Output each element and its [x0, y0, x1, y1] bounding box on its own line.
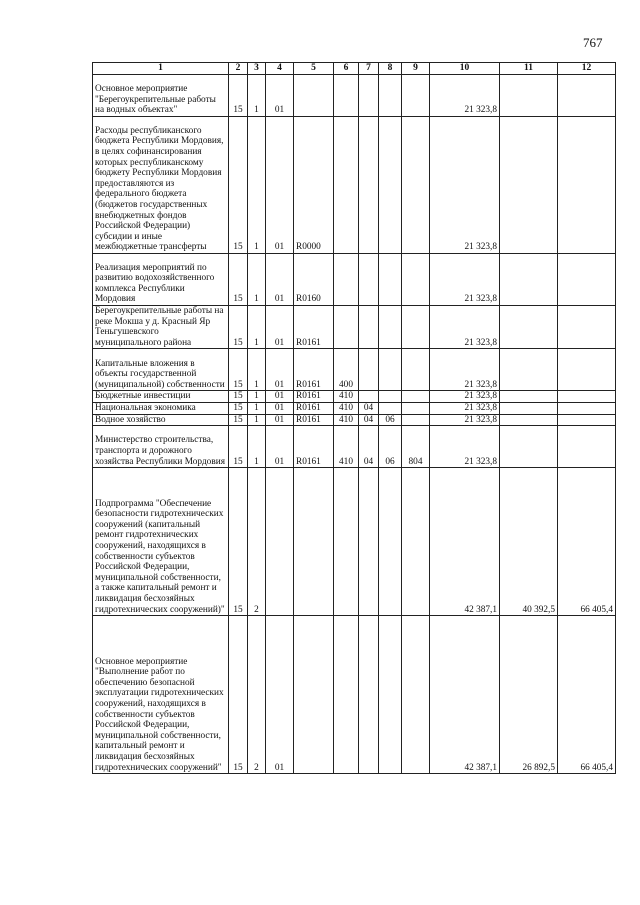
cell-col-3: 1 — [248, 402, 266, 414]
row-name-cell — [93, 616, 229, 774]
cell-col-3: 1 — [248, 414, 266, 426]
cell-col-11 — [500, 402, 558, 414]
cell-col-2: 15 — [229, 414, 248, 426]
cell-col-4: 01 — [266, 616, 294, 774]
cell-col-12 — [558, 117, 616, 254]
cell-col-6 — [334, 306, 359, 349]
cell-col-5 — [294, 75, 334, 117]
cell-col-6 — [334, 468, 359, 616]
cell-col-2: 15 — [229, 254, 248, 306]
cell-col-7 — [359, 616, 379, 774]
cell-col-4: 01 — [266, 391, 294, 403]
table-row — [93, 616, 616, 774]
row-name: Бюджетные инвестиции — [95, 391, 191, 402]
cell-col-9 — [402, 468, 430, 616]
cell-col-5: R0161 — [294, 426, 334, 468]
col-header: 3 — [248, 63, 266, 75]
row-name-cell — [93, 391, 229, 403]
table-row — [93, 468, 616, 616]
cell-col-2: 15 — [229, 306, 248, 349]
budget-table — [92, 62, 616, 774]
cell-col-2: 15 — [229, 117, 248, 254]
cell-col-11: 40 392,5 — [500, 468, 558, 616]
cell-col-10: 21 323,8 — [430, 402, 500, 414]
cell-col-3: 1 — [248, 306, 266, 349]
cell-col-8 — [379, 402, 402, 414]
row-name-cell — [93, 349, 229, 391]
cell-col-12 — [558, 75, 616, 117]
cell-col-8: 06 — [379, 426, 402, 468]
cell-col-5: R0161 — [294, 402, 334, 414]
row-name: Основное мероприятие "Берегоукрепительные работы на водных объектах" — [95, 84, 216, 116]
cell-col-9 — [402, 391, 430, 403]
cell-col-10: 21 323,8 — [430, 391, 500, 403]
row-name-cell — [93, 468, 229, 616]
cell-col-3: 1 — [248, 349, 266, 391]
table-row — [93, 254, 616, 306]
table-row — [93, 426, 616, 468]
cell-col-4: 01 — [266, 414, 294, 426]
cell-col-8 — [379, 349, 402, 391]
cell-col-5: R0000 — [294, 117, 334, 254]
cell-col-7 — [359, 254, 379, 306]
cell-col-7 — [359, 391, 379, 403]
cell-col-9: 804 — [402, 426, 430, 468]
cell-col-8 — [379, 468, 402, 616]
cell-col-4: 01 — [266, 117, 294, 254]
cell-col-7 — [359, 117, 379, 254]
cell-col-4: 01 — [266, 349, 294, 391]
col-header: 10 — [430, 63, 500, 75]
row-name-cell — [93, 402, 229, 414]
table-row — [93, 391, 616, 403]
cell-col-11 — [500, 117, 558, 254]
cell-col-11 — [500, 75, 558, 117]
col-header: 8 — [379, 63, 402, 75]
cell-col-10: 21 323,8 — [430, 426, 500, 468]
table-row — [93, 75, 616, 117]
cell-col-8 — [379, 616, 402, 774]
cell-col-12 — [558, 349, 616, 391]
cell-col-2: 15 — [229, 468, 248, 616]
cell-col-5: R0161 — [294, 306, 334, 349]
cell-col-8: 06 — [379, 414, 402, 426]
table-row — [93, 402, 616, 414]
col-header: 7 — [359, 63, 379, 75]
cell-col-10: 21 323,8 — [430, 117, 500, 254]
cell-col-12: 66 405,4 — [558, 616, 616, 774]
row-name: Основное мероприятие "Выполнение работ по обеспечению безопасной эксплуатации гидротехнических сооружений, находящихся в собственности субъектов Российской Федерации, муниципальной собственности, капитальный ремонт и ликвидация бесхозяйных гидротехнических сооружений" — [95, 656, 224, 773]
cell-col-4: 01 — [266, 306, 294, 349]
cell-col-8 — [379, 117, 402, 254]
cell-col-4: 01 — [266, 254, 294, 306]
row-name-cell — [93, 117, 229, 254]
cell-col-2: 15 — [229, 349, 248, 391]
cell-col-8 — [379, 254, 402, 306]
col-header: 2 — [229, 63, 248, 75]
cell-col-10: 21 323,8 — [430, 254, 500, 306]
cell-col-7: 04 — [359, 402, 379, 414]
cell-col-12 — [558, 254, 616, 306]
row-name-cell — [93, 75, 229, 117]
cell-col-10: 21 323,8 — [430, 75, 500, 117]
cell-col-8 — [379, 391, 402, 403]
cell-col-6 — [334, 254, 359, 306]
row-name: Берегоукрепительные работы на реке Мокша у д. Красный Яр Теньгушевского муниципального района — [95, 306, 224, 348]
col-header: 5 — [294, 63, 334, 75]
cell-col-3: 1 — [248, 254, 266, 306]
cell-col-11 — [500, 391, 558, 403]
cell-col-12 — [558, 414, 616, 426]
cell-col-2: 15 — [229, 426, 248, 468]
cell-col-3: 2 — [248, 468, 266, 616]
row-name: Национальная экономика — [95, 402, 196, 413]
cell-col-7 — [359, 468, 379, 616]
row-name-cell — [93, 426, 229, 468]
cell-col-11 — [500, 349, 558, 391]
cell-col-8 — [379, 306, 402, 349]
cell-col-3: 1 — [248, 75, 266, 117]
cell-col-6 — [334, 616, 359, 774]
cell-col-10: 21 323,8 — [430, 306, 500, 349]
cell-col-9 — [402, 402, 430, 414]
cell-col-6: 410 — [334, 402, 359, 414]
cell-col-10: 21 323,8 — [430, 414, 500, 426]
table-row — [93, 349, 616, 391]
row-name: Расходы республиканского бюджета Республики Мордовия, в целях софинансирования которых республиканскому бюджету Республики Мордовия предоставляются из федерального бюджета (бюджетов государственных внебюджетных фондов Российской Федерации) субсидии и иные межбюджетные трансферты — [95, 125, 224, 253]
row-name-cell — [93, 306, 229, 349]
cell-col-11 — [500, 306, 558, 349]
cell-col-12: 66 405,4 — [558, 468, 616, 616]
cell-col-4: 01 — [266, 402, 294, 414]
col-header: 9 — [402, 63, 430, 75]
col-header: 1 — [93, 63, 229, 75]
cell-col-6 — [334, 117, 359, 254]
cell-col-6 — [334, 75, 359, 117]
table-row — [93, 117, 616, 254]
cell-col-3: 1 — [248, 391, 266, 403]
cell-col-7 — [359, 75, 379, 117]
cell-col-6: 400 — [334, 349, 359, 391]
cell-col-6: 410 — [334, 426, 359, 468]
cell-col-5: R0161 — [294, 391, 334, 403]
cell-col-11 — [500, 426, 558, 468]
cell-col-9 — [402, 117, 430, 254]
cell-col-11 — [500, 414, 558, 426]
row-name: Министерство строительства, транспорта и дорожного хозяйства Республики Мордовия — [95, 435, 225, 467]
cell-col-5: R0161 — [294, 349, 334, 391]
page-number: 767 — [583, 35, 603, 50]
cell-col-7: 04 — [359, 414, 379, 426]
row-name-cell — [93, 414, 229, 426]
cell-col-10: 21 323,8 — [430, 349, 500, 391]
cell-col-5 — [294, 616, 334, 774]
cell-col-3: 2 — [248, 616, 266, 774]
cell-col-7 — [359, 349, 379, 391]
cell-col-3: 1 — [248, 426, 266, 468]
cell-col-9 — [402, 306, 430, 349]
cell-col-9 — [402, 616, 430, 774]
cell-col-12 — [558, 391, 616, 403]
row-name-cell — [93, 254, 229, 306]
cell-col-8 — [379, 75, 402, 117]
cell-col-5 — [294, 468, 334, 616]
cell-col-7 — [359, 306, 379, 349]
cell-col-5: R0161 — [294, 414, 334, 426]
col-header: 12 — [558, 63, 616, 75]
cell-col-6: 410 — [334, 414, 359, 426]
cell-col-7: 04 — [359, 426, 379, 468]
col-header: 4 — [266, 63, 294, 75]
cell-col-9 — [402, 349, 430, 391]
cell-col-4: 01 — [266, 75, 294, 117]
row-name: Капитальные вложения в объекты государственной (муниципальной) собственности — [95, 358, 225, 390]
cell-col-4 — [266, 468, 294, 616]
table-row — [93, 306, 616, 349]
cell-col-2: 15 — [229, 402, 248, 414]
cell-col-10: 42 387,1 — [430, 468, 500, 616]
row-name: Водное хозяйство — [95, 414, 166, 425]
cell-col-2: 15 — [229, 616, 248, 774]
cell-col-2: 15 — [229, 75, 248, 117]
row-name: Реализация мероприятий по развитию водохозяйственного комплекса Республики Мордовия — [95, 262, 215, 305]
row-name: Подпрограмма "Обеспечение безопасности гидротехнических сооружений (капитальный ремонт гидротехнических сооружений, находящихся в собственности субъектов Российской Федерации, муниципальной собственности, а также капитальный ремонт и ликвидация бесхозяйных гидротехнических сооружений)" — [95, 498, 225, 615]
cell-col-11: 26 892,5 — [500, 616, 558, 774]
cell-col-10: 42 387,1 — [430, 616, 500, 774]
cell-col-2: 15 — [229, 391, 248, 403]
cell-col-12 — [558, 426, 616, 468]
cell-col-12 — [558, 402, 616, 414]
table-row — [93, 414, 616, 426]
cell-col-9 — [402, 254, 430, 306]
cell-col-5: R0160 — [294, 254, 334, 306]
header-row — [93, 63, 616, 75]
cell-col-9 — [402, 75, 430, 117]
cell-col-12 — [558, 306, 616, 349]
cell-col-11 — [500, 254, 558, 306]
cell-col-6: 410 — [334, 391, 359, 403]
cell-col-3: 1 — [248, 117, 266, 254]
cell-col-9 — [402, 414, 430, 426]
col-header: 6 — [334, 63, 359, 75]
col-header: 11 — [500, 63, 558, 75]
cell-col-4: 01 — [266, 426, 294, 468]
